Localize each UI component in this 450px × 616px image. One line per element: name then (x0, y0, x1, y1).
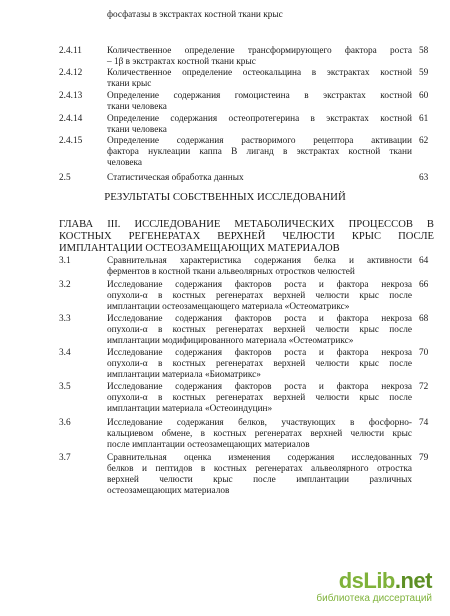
toc-entry-title-line: – 1β в экстрактах костной ткани крыс (107, 57, 256, 67)
toc-entry-title-line: имплантации остеозамещающего материала «Остеоматрикс» (107, 302, 350, 312)
toc-entry-number: 3.1 (59, 256, 71, 266)
toc-entry-number: 2.4.15 (59, 136, 83, 146)
toc-entry-number: 3.7 (59, 453, 71, 463)
toc-entry-page-number: 74 (419, 418, 429, 428)
toc-entry-title-line: после имплантации остеозамещающих материалов (107, 440, 310, 450)
toc-entry-title-line: Определение содержания растворимого рецептора активации (107, 136, 412, 146)
toc-entry-title-line: Сравнительная оценка изменения содержания исследованных (107, 453, 412, 463)
toc-entry-title-line: Статистическая обработка данных (107, 173, 244, 183)
toc-entry-title-line: верхней челюсти крыс после имплантации различных (107, 475, 412, 485)
toc-entry-title-line: Исследование содержания белков, участвующих в фосфорно- (107, 418, 412, 428)
toc-entry-title-line: имплантации модифицированного материала «Остеоматрикс» (107, 336, 354, 346)
toc-entry-number: 3.6 (59, 418, 71, 428)
toc-entry-page-number: 70 (419, 348, 429, 358)
toc-entry-title-line: Исследование содержания факторов роста и фактора некроза (107, 348, 412, 358)
toc-entry-number: 3.3 (59, 314, 71, 324)
toc-entry-page-number: 79 (419, 453, 429, 463)
toc-entry-title (107, 280, 412, 313)
chapter-title-line: КОСТНЫХ РЕГЕНЕРАТАХ ВЕРХНЕЙ ЧЕЛЮСТИ КРЫС ПОСЛЕ (59, 231, 434, 242)
toc-entry-title-line: остеозамещающих материалов (107, 486, 230, 496)
toc-entry-number: 2.4.12 (59, 68, 83, 78)
toc-entry-title-line: белков и пептидов в костных регенератах альвеолярного отростка (107, 464, 412, 474)
toc-entry-title-line: фактора нуклеации каппа В лиганд в экстрактах костной ткани (107, 147, 412, 157)
watermark-logo-main: dsLib (338, 568, 395, 593)
toc-entry-page-number: 60 (419, 91, 429, 101)
toc-entry-page-number: 68 (419, 314, 429, 324)
toc-entry-title (107, 136, 412, 169)
toc-entry-number: 2.4.14 (59, 114, 83, 124)
toc-entry-number: 3.2 (59, 280, 71, 290)
toc-entry-title (107, 173, 412, 184)
toc-entry-title (107, 348, 412, 381)
section-heading: РЕЗУЛЬТАТЫ СОБСТВЕННЫХ ИССЛЕДОВАНИЙ (104, 191, 346, 203)
toc-entry-title (107, 418, 412, 451)
toc-entry-title-line: имплантации материала «Остеоиндуцин» (107, 404, 273, 414)
toc-entry-title-line: Сравнительная характеристика содержания белка и активности (107, 256, 412, 266)
toc-entry-page-number: 64 (419, 256, 429, 266)
chapter-title-line: ИМПЛАНТАЦИИ ОСТЕОЗАМЕЩАЮЩИХ МАТЕРИАЛОВ (59, 243, 340, 254)
toc-entry-number: 2.4.11 (59, 46, 82, 56)
toc-entry-page-number: 72 (419, 382, 429, 392)
toc-entry-title-line: ткани крыс (107, 79, 152, 89)
watermark-subtitle: библиотека диссертаций (316, 593, 432, 604)
toc-entry-number: 2.4.13 (59, 91, 83, 101)
chapter-title-line: ГЛАВА III. ИССЛЕДОВАНИЕ МЕТАБОЛИЧЕСКИХ ПРОЦЕССОВ В (59, 219, 434, 230)
toc-entry-title-line: ткани человека (107, 125, 167, 135)
toc-entry-title-line: Количественное определение остеокальцина в экстрактах костной (107, 68, 412, 78)
toc-entry-title (107, 114, 412, 136)
toc-entry-title-line: опухоли-α в костных регенератах верхней челюсти крыс после (107, 325, 412, 335)
toc-entry-title-line: фосфатазы в экстрактах костной ткани крыс (107, 10, 283, 20)
toc-entry-title-line: ткани человека (107, 102, 167, 112)
toc-entry-page-number: 66 (419, 280, 429, 290)
toc-entry-title-line: имплантации материала «Биоматрикс» (107, 370, 261, 380)
toc-entry-number: 3.5 (59, 382, 71, 392)
toc-entry-number: 3.4 (59, 348, 71, 358)
toc-entry-title-line: опухоли-α в костных регенератах верхней челюсти крыс после (107, 359, 412, 369)
toc-entry-title-line: Определение содержания гомоцистеина в экстрактах костной (107, 91, 412, 101)
toc-entry-title (107, 382, 412, 415)
toc-entry-title-line: человека (107, 158, 143, 168)
toc-entry-number: 2.5 (59, 173, 71, 183)
toc-entry-page-number: 59 (419, 68, 429, 78)
toc-entry-title-line: ферментов в костной ткани альвеолярных отростков челюстей (107, 267, 355, 277)
toc-entry-title (107, 256, 412, 278)
watermark-logo-tld: .net (394, 568, 432, 593)
toc-entry-title-line: опухоли-α в костных регенератах верхней челюсти крыс после (107, 291, 412, 301)
toc-entry-title (107, 91, 412, 113)
toc-entry-page-number: 62 (419, 136, 429, 146)
toc-entry-page-number: 58 (419, 46, 429, 56)
toc-entry-title-line: Исследование содержания факторов роста и фактора некроза (107, 280, 412, 290)
watermark (316, 569, 432, 604)
toc-entry-page-number: 63 (419, 173, 429, 183)
toc-entry-title-line: опухоли-α в костных регенератах верхней челюсти крыс после (107, 393, 412, 403)
toc-entry-title (107, 10, 412, 21)
watermark-logo (316, 569, 432, 593)
toc-entry-title (107, 453, 412, 497)
toc-entry-title-line: Исследование содержания факторов роста и фактора некроза (107, 314, 412, 324)
toc-entry-title (107, 68, 412, 90)
toc-entry-title-line: Исследование содержания факторов роста и фактора некроза (107, 382, 412, 392)
toc-entry-title (107, 46, 412, 68)
toc-entry-title-line: Количественное определение трансформирующего фактора роста (107, 46, 412, 56)
toc-entry-title (107, 314, 412, 347)
toc-entry-title-line: Определение содержания остеопротегерина в экстрактах костной (107, 114, 412, 124)
toc-entry-page-number: 61 (419, 114, 429, 124)
toc-entry-title-line: кальциевом обмене, в костных регенератах верхней челюсти крыс (107, 429, 412, 439)
